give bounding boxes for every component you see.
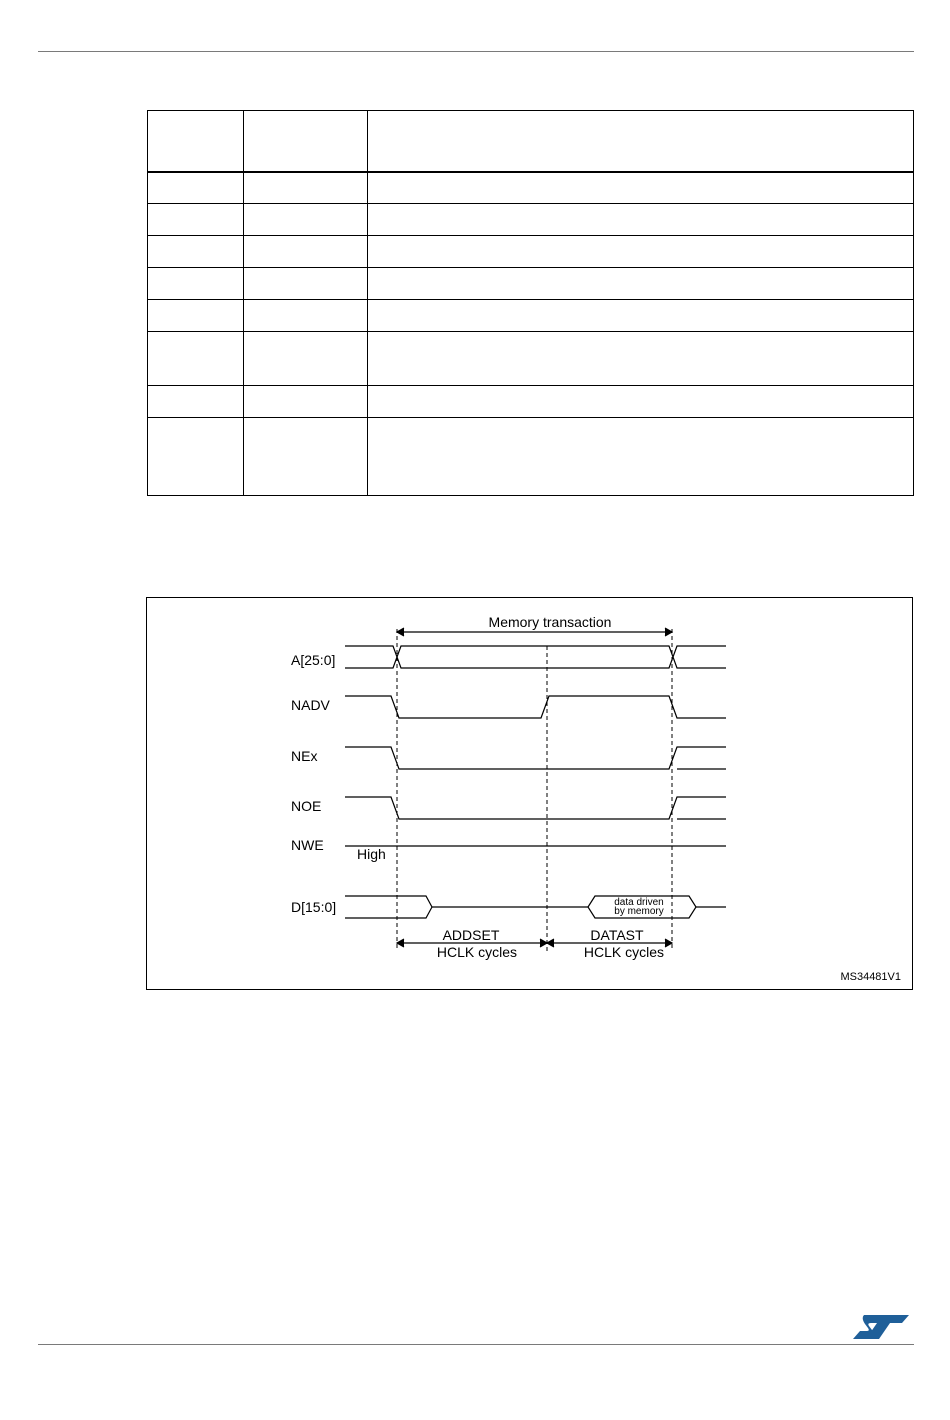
signal-label-nadv: NADV [291, 697, 330, 713]
table-row [148, 204, 914, 236]
table-row [148, 300, 914, 332]
st-logo [852, 1314, 910, 1340]
nadv-waveform [345, 696, 726, 718]
address-bus-waveform [345, 646, 726, 668]
table-row [148, 268, 914, 300]
register-table [147, 110, 914, 496]
memory-transaction-label: Memory transaction [488, 614, 612, 630]
figure-id: MS34481V1 [840, 971, 901, 983]
data-driven-label-1: data driven [614, 897, 664, 908]
table-header-row [148, 111, 914, 172]
timing-diagram-figure [146, 597, 913, 990]
table-row [148, 236, 914, 268]
datast-unit-label: HCLK cycles [583, 944, 665, 960]
table-row [148, 386, 914, 418]
signal-label-address: A[25:0] [291, 652, 336, 668]
signal-label-noe: NOE [291, 798, 322, 814]
nex-waveform [345, 747, 726, 769]
data-driven-label-2: by memory [614, 906, 664, 917]
data-bus-waveform [345, 896, 726, 918]
table-row [148, 418, 914, 496]
table-row [148, 172, 914, 204]
noe-waveform [345, 797, 726, 819]
addset-unit-label: HCLK cycles [436, 944, 518, 960]
datast-label: DATAST [590, 927, 644, 943]
table-row [148, 332, 914, 386]
signal-label-nex: NEx [291, 748, 318, 764]
signal-label-data: D[15:0] [291, 899, 337, 915]
signal-label-nwe: NWE [291, 837, 324, 853]
timing-diagram [147, 598, 914, 991]
addset-label: ADDSET [442, 927, 500, 943]
nwe-level-label: High [357, 846, 386, 862]
header-rule [38, 51, 914, 52]
footer-rule [38, 1344, 914, 1345]
